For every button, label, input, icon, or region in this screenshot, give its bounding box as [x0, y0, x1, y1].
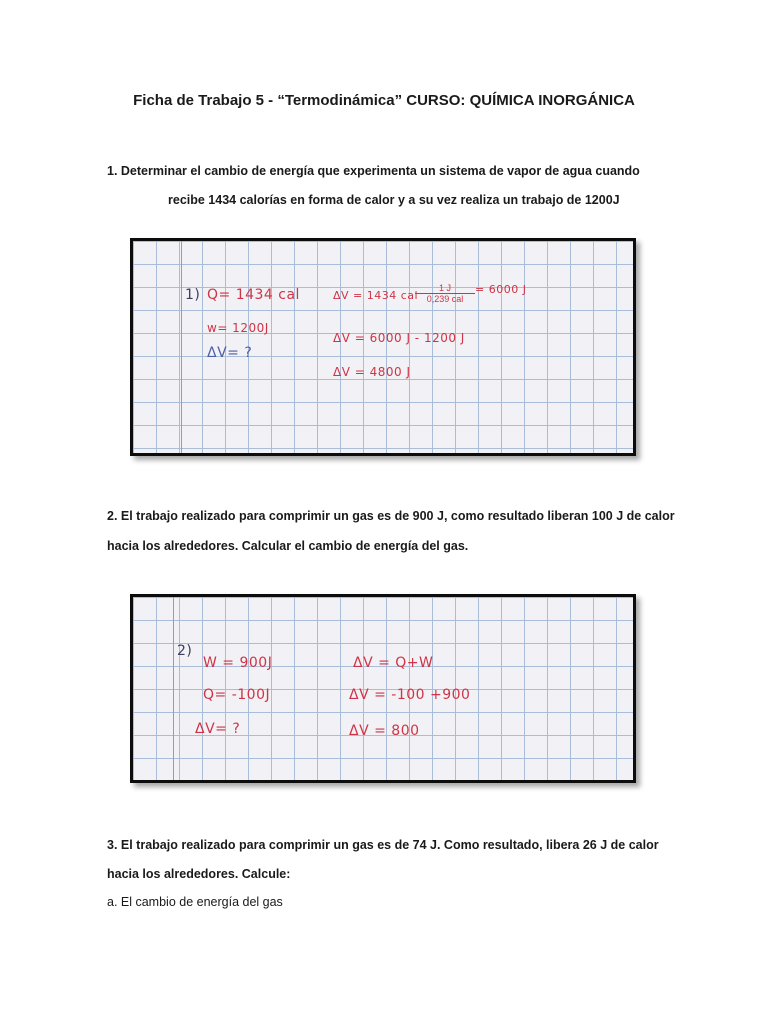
- hw-number: 1): [185, 287, 201, 303]
- hw-heat-value: Q= -100J: [203, 687, 271, 703]
- question-1-line-1: 1. Determinar el cambio de energía que experimenta un sistema de vapor de agua cuando: [107, 164, 640, 178]
- notebook-margin-line: [181, 241, 182, 453]
- hw-work-value: w= 1200J: [207, 321, 269, 335]
- question-3-line-1: 3. El trabajo realizado para comprimir un gas es de 74 J. Como resultado, libera 26 J de calor: [107, 838, 659, 852]
- hw-final-result: ΔV = 800: [349, 723, 420, 739]
- hw-step-2: ΔV = 6000 J - 1200 J: [333, 331, 465, 345]
- hw-formula: ΔV = Q+W: [353, 655, 434, 671]
- hw-unknown: ΔV= ?: [207, 345, 253, 361]
- hw-conversion-fraction: [415, 283, 475, 304]
- hw-heat-value: Q= 1434 cal: [207, 287, 300, 303]
- hw-final-result: ΔV = 4800 J: [333, 365, 411, 379]
- hw-fraction-numerator: 1 J: [415, 283, 475, 294]
- hw-number: 2): [177, 643, 193, 659]
- question-2-line-2: hacia los alrededores. Calcular el cambio de energía del gas.: [107, 539, 469, 553]
- hw-work-value: W = 900J: [203, 655, 273, 671]
- hw-substitution: ΔV = -100 +900: [349, 687, 471, 703]
- hw-conversion-start: ΔV = 1434 cal: [333, 289, 419, 302]
- hw-unknown: ΔV= ?: [195, 721, 241, 737]
- page-title: Ficha de Trabajo 5 - “Termodinámica” CURSO: QUÍMICA INORGÁNICA: [133, 92, 635, 109]
- notebook-margin-line: [173, 597, 174, 780]
- question-2-line-1: 2. El trabajo realizado para comprimir un gas es de 900 J, como resultado liberan 100 J de calor: [107, 509, 675, 523]
- question-1-line-2: recibe 1434 calorías en forma de calor y a su vez realiza un trabajo de 1200J: [168, 193, 620, 207]
- question-3-item-a: a. El cambio de energía del gas: [107, 895, 283, 909]
- question-3-line-2: hacia los alrededores. Calcule:: [107, 867, 291, 881]
- handwritten-solution-photo-2: [130, 594, 636, 783]
- hw-conversion-result: = 6000 J: [475, 283, 527, 296]
- hw-fraction-denominator: 0,239 cal: [426, 294, 464, 304]
- handwritten-solution-photo-1: [130, 238, 636, 456]
